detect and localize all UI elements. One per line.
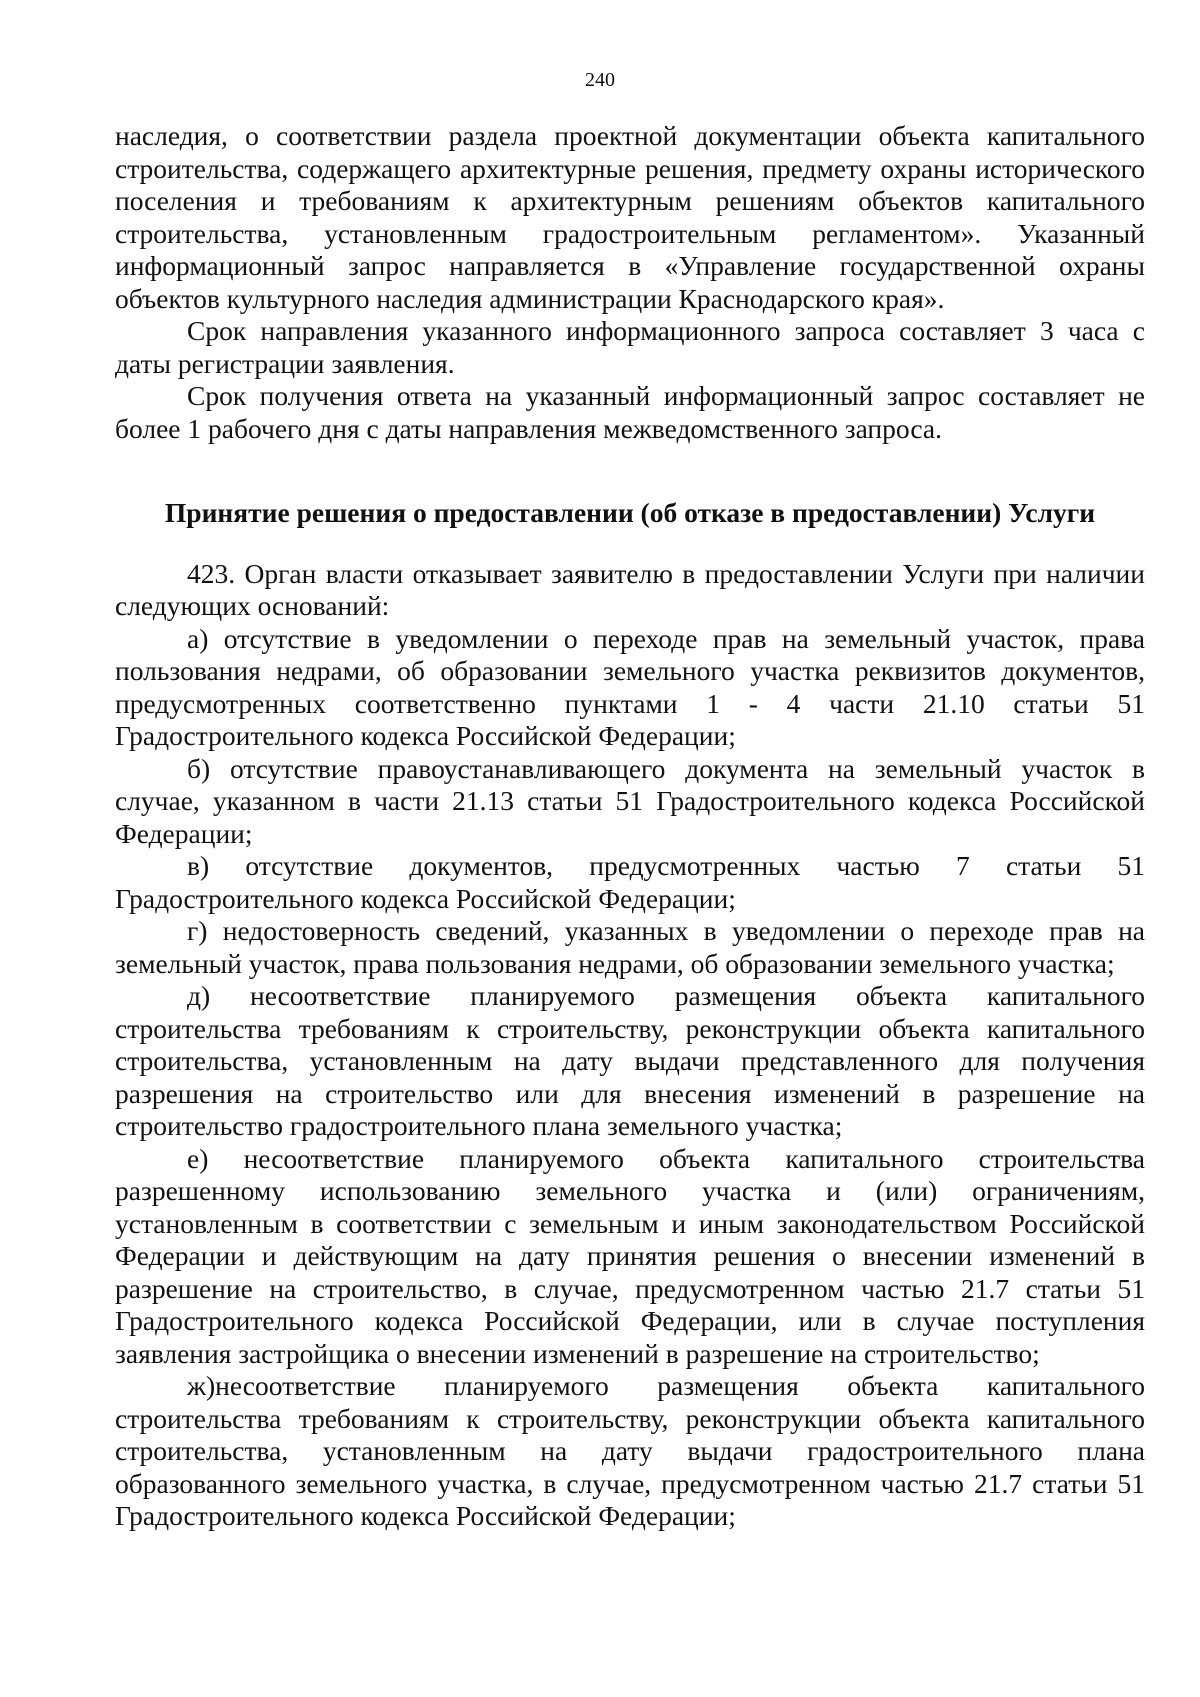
page-number: 240 [585, 69, 615, 91]
list-item-zh: ж)несоответствие планируемого размещения объекта капитального строительства требованиям к строительству, реконструкции объекта капитального строительства, установленным на дату выдачи градостроительного плана образованного земельного участка, в случае, предусмотренном частью 21.7 статьи 51 Градостроительного кодекса Российской Федерации; [115, 1370, 1145, 1531]
paragraph-request-deadline: Срок направления указанного информационного запроса составляет 3 часа с даты регистрации заявления. [115, 315, 1145, 379]
list-item-d: д) несоответствие планируемого размещения объекта капитального строительства требованиям к строительству, реконструкции объекта капитального строительства, установленным на дату выдачи представленного для получения разрешения на строительство или для внесения изменений в разрешение на строительство градостроительного плана земельного участка; [115, 980, 1145, 1141]
list-item-v: в) отсутствие документов, предусмотренных частью 7 статьи 51 Градостроительного кодекса Российской Федерации; [115, 850, 1145, 914]
document-body [115, 120, 1145, 1533]
list-item-e: е) несоответствие планируемого объекта капитального строительства разрешенному использованию земельного участка и (или) ограничениям, установленным в соответствии с земельным и иным законодательством Российской Федерации и действующим на дату принятия решения о внесении изменений в разрешение на строительство, в случае, предусмотренном частью 21.7 статьи 51 Градостроительного кодекса Российской Федерации, или в случае поступления заявления застройщика о внесении изменений в разрешение на строительство; [115, 1142, 1145, 1369]
section-heading: Принятие решения о предоставлении (об отказе в предоставлении) Услуги [164, 497, 1096, 528]
paragraph-response-deadline: Срок получения ответа на указанный информационный запрос составляет не более 1 рабочего дня с даты направления межведомственного запроса. [115, 380, 1145, 444]
paragraph-423: 423. Орган власти отказывает заявителю в предоставлении Услуги при наличии следующих оснований: [115, 557, 1145, 621]
list-item-b: б) отсутствие правоустанавливающего документа на земельный участок в случае, указанном в части 21.13 статьи 51 Градостроительного кодекса Российской Федерации; [115, 752, 1145, 849]
list-item-g: г) недостоверность сведений, указанных в уведомлении о переходе прав на земельный участок, права пользования недрами, об образовании земельного участка; [115, 915, 1145, 979]
paragraph-continuation: наследия, о соответствии раздела проектной документации объекта капитального строительства, содержащего архитектурные решения, предмету охраны исторического поселения и требованиям к архитектурным решениям объектов капитального строительства, установленным градостроительным регламентом». Указанный информационный запрос направляется в «Управление государственной охраны объектов культурного наследия администрации Краснодарского края». [115, 120, 1145, 314]
list-item-a: а) отсутствие в уведомлении о переходе прав на земельный участок, права пользования недрами, об образовании земельного участка реквизитов документов, предусмотренных соответственно пунктами 1 - 4 части 21.10 статьи 51 Градостроительного кодекса Российской Федерации; [115, 622, 1145, 751]
